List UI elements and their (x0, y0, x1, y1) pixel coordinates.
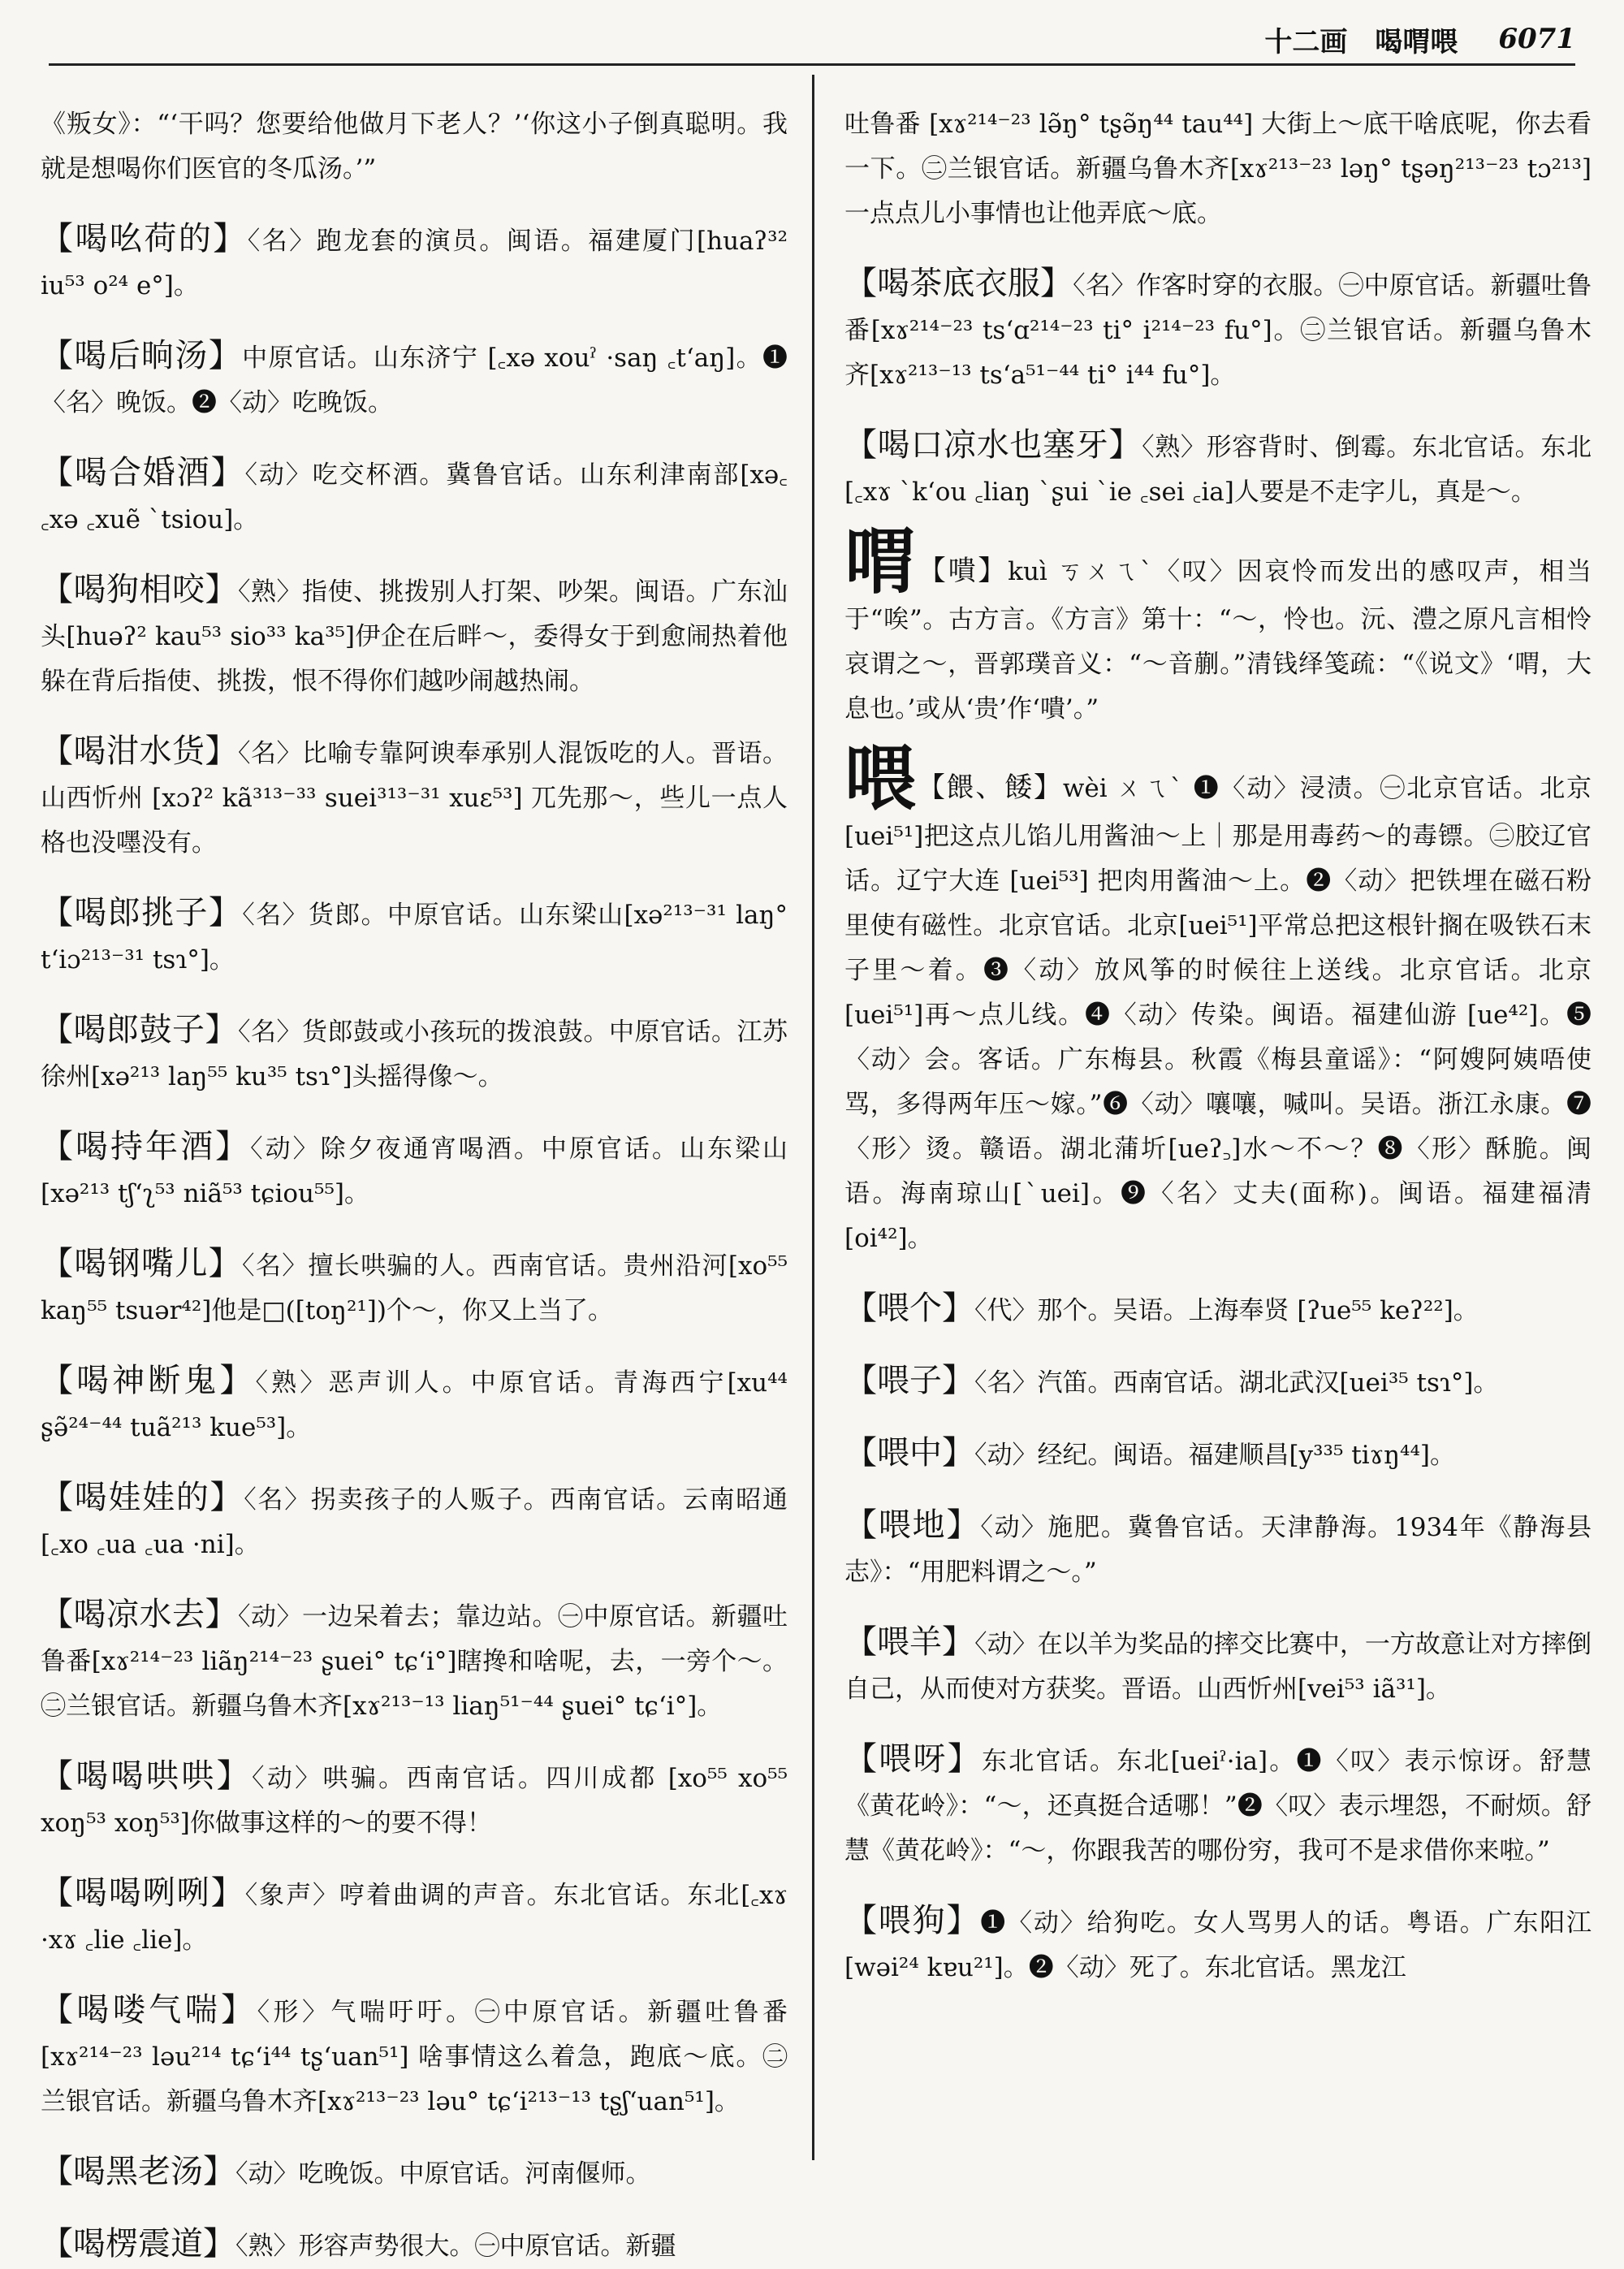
entry-definition: 〈名〉汽笛。西南官话。湖北武汉[uei³⁵ tsɿ°]。 (974, 1368, 1499, 1398)
dictionary-entry (844, 423, 1592, 515)
dictionary-entry (41, 451, 788, 542)
entry-definition: 〈动〉哄骗。西南官话。四川成都 [xo⁵⁵ xo⁵⁵ xoŋ⁵³ xoŋ⁵³]你做事这样的～的要不得！ (41, 1764, 788, 1838)
entry-definition: 东北官话。东北[ueiˀ·ia]。❶〈叹〉表示惊讶。舒慧《黄花岭》：“～，还真挺合适哪！”❷〈叹〉表示埋怨，不耐烦。舒慧《黄花岭》：“～，你跟我苦的哪份穷，我可不是求借你来啦。” (844, 1747, 1592, 1865)
entry-headword: 【喝娃娃的】 (41, 1479, 244, 1516)
entry-headword: 【喂个】 (844, 1290, 974, 1327)
dictionary-entry (41, 1476, 788, 1567)
entry-definition: 〈名〉货郎鼓或小孩玩的拨浪鼓。中原官话。江苏徐州[xə²¹³ laŋ⁵⁵ ku³⁵ tsɿ°]头摇得像～。 (41, 1018, 788, 1091)
entry-headword: 【喝持年酒】 (41, 1128, 251, 1165)
dictionary-entry (844, 1737, 1592, 1874)
entry-definition: 〈形〉气喘吁吁。㊀中原官话。新疆吐鲁番 [xɤ²¹⁴⁻²³ ləu²¹⁴ tɕ‘i⁴⁴ tʂ‘uan⁵¹] 啥事情这么着急，跑底～底。㊁兰银官话。新疆乌鲁木齐[xɤ²¹³⁻²³ ləu° tɕ‘i²¹³⁻¹³ tʂʃ‘uan⁵¹]。 (41, 1998, 788, 2116)
dictionary-entry (41, 729, 788, 866)
dictionary-entry (41, 1593, 788, 1729)
entry-definition: 〈熟〉形容背时、倒霉。东北官话。东北[꜀xɤ ˋk‘ou ꜀liaŋ ˋʂui ˋie ꜀sei ꜀ia]人要是不走字儿，真是～。 (844, 433, 1592, 507)
entry-headword: 【喝楞震道】 (41, 2225, 235, 2263)
right-column (844, 75, 1592, 2176)
entry-headword: 【喝喽气喘】 (41, 1991, 257, 2029)
entry-headword: 【喝郎挑子】 (41, 894, 243, 931)
entry-headword: 【喝泔水货】 (41, 733, 238, 770)
entry-headword: 【喝口凉水也塞牙】 (844, 426, 1142, 464)
entry-headword: 【喝郎鼓子】 (41, 1011, 238, 1048)
entry-headword: 【喝吆荷的】 (41, 220, 248, 257)
dictionary-entry (41, 1125, 788, 1217)
entry-definition: ❶〈动〉给狗吃。女人骂男人的话。粤语。广东阳江[wəi²⁴ kɐu²¹]。❷〈动〉死了。东北官话。黑龙江 (844, 1908, 1592, 1982)
entry-headword: 【喂呀】 (844, 1740, 982, 1778)
dictionary-entry (41, 2222, 788, 2269)
dictionary-entry (41, 568, 788, 704)
dictionary-entry (844, 1899, 1592, 1990)
entry-headword: 【喝喝哄哄】 (41, 1757, 253, 1795)
entry-headword: 【喝神断鬼】 (41, 1362, 256, 1399)
entry-headword: 【喂地】 (844, 1506, 981, 1544)
column-divider (812, 75, 814, 2160)
variant-forms: 【嘳】 (918, 555, 1009, 587)
entry-definition: 〈熟〉恶声训人。中原官话。青海西宁[xu⁴⁴ ʂə̃²⁴⁻⁴⁴ tuã²¹³ kue⁵³]。 (41, 1368, 788, 1442)
running-title: 十二画 喝喟喂 (1264, 25, 1458, 58)
page-number: 6071 (1498, 23, 1575, 55)
dictionary-entry (41, 334, 788, 426)
dictionary-entry (41, 1871, 788, 1963)
entry-headword: 【喝合婚酒】 (41, 454, 245, 491)
entry-definition: 〈象声〉哼着曲调的声音。东北官话。东北[꜀xɤ ·xɤ ꜀lie ꜀lie]。 (41, 1881, 788, 1955)
head-character-entry (844, 519, 1592, 732)
entry-headword: 【喂狗】 (844, 1902, 981, 1939)
head-character: 喟 (844, 519, 918, 603)
dictionary-entry (844, 261, 1592, 398)
entry-definition: 〈名〉跑龙套的演员。闽语。福建厦门[huaʔ³² iu⁵³ o²⁴ e°]。 (41, 227, 788, 300)
dictionary-entry (41, 1242, 788, 1333)
entry-definition: 〈名〉擅长哄骗的人。西南官话。贵州沿河[xo⁵⁵ kaŋ⁵⁵ tsuər⁴²]他是□([toŋ²¹])个～，你又上当了。 (41, 1251, 788, 1325)
dictionary-entry (41, 2150, 788, 2197)
entry-headword: 【喝后晌汤】 (41, 337, 243, 374)
entry-definition: 〈名〉货郎。中原官话。山东梁山[xə²¹³⁻³¹ laŋ° t‘iɔ²¹³⁻³¹ tsɿ°]。 (41, 901, 788, 975)
dictionary-entry (844, 1359, 1592, 1406)
entry-headword: 【喝茶底衣服】 (844, 265, 1073, 302)
entry-headword: 【喝钢嘴儿】 (41, 1245, 243, 1282)
entry-definition: 〈动〉经纪。闽语。福建顺昌[y³³⁵ tiɤŋ⁴⁴]。 (974, 1441, 1456, 1470)
head-character-entry (844, 736, 1592, 1261)
dictionary-entry (844, 1503, 1592, 1595)
entry-headword: 【喝喝咧咧】 (41, 1874, 245, 1912)
dictionary-entry (844, 100, 1592, 236)
entry-definition: 〈名〉作客时穿的衣服。㊀中原官话。新疆吐鲁番[xɤ²¹⁴⁻²³ ts‘ɑ²¹⁴⁻²³ ti° i²¹⁴⁻²³ fu°]。㊁兰银官话。新疆乌鲁木齐[xɤ²¹³⁻¹³ ts‘a⁵¹⁻⁴⁴ ti° i⁴⁴ fu°]。 (844, 271, 1592, 390)
dictionary-entry (844, 1286, 1592, 1333)
entry-headword: 【喂中】 (844, 1434, 974, 1472)
entry-definition: wèi ㄨㄟˋ ❶〈动〉浸渍。㊀北京官话。北京[uei⁵¹]把这点儿馅儿用酱油～上｜那是用毒药～的毒镖。㊁胶辽官话。辽宁大连 [uei⁵³] 把肉用酱油～上。❷〈动〉把铁埋在磁石粉里使有磁性。北京官话。北京[uei⁵¹]平常总把这根针搁在吸铁石末子里～着。❸〈动〉放风筝的时候往上送线。北京官话。北京[uei⁵¹]再～点儿线。❹〈动〉传染。闽语。福建仙游 [ue⁴²]。❺〈动〉会。客话。广东梅县。秋霞《梅县童谣》：“阿嫂阿姨唔使骂，多得两年压～嫁。”❻〈动〉嚷嚷，喊叫。吴语。浙江永康。❼〈形〉烫。赣语。湖北蒲圻[ueʔ꜆]水～不～？❽〈形〉酥脆。闽语。海南琼山[ˋuei]。❾〈名〉丈夫(面称)。闽语。福建福清[oi⁴²]。 (844, 774, 1592, 1253)
dictionary-entry (41, 1008, 788, 1100)
entry-headword: 【喂羊】 (844, 1623, 975, 1661)
entry-headword: 【喝凉水去】 (41, 1596, 238, 1633)
entry-definition: 中原官话。山东济宁 [꜀xə xouˀ ·saŋ ꜀t‘aŋ]。❶〈名〉晚饭。❷〈动〉吃晚饭。 (41, 344, 788, 417)
entry-headword: 【喝狗相咬】 (41, 571, 238, 608)
dictionary-entry (41, 217, 788, 309)
entry-headword: 【喂子】 (844, 1362, 974, 1399)
variant-forms: 【餵、餧】 (917, 771, 1063, 804)
entry-definition: kuì ㄎㄨㄟˋ〈叹〉因哀怜而发出的感叹声，相当于“唉”。古方言。《方言》第十：“～，怜也。沅、澧之原凡言相怜哀谓之～，晋郭璞音义：“～音蒯。”清钱绎笺疏：“《说文》‘喟，大息也。’或从‘贵’作‘嘳’。” (844, 557, 1592, 724)
dictionary-entry (41, 1754, 788, 1846)
dictionary-entry (41, 1988, 788, 2124)
entry-definition: 〈动〉吃交杯酒。冀鲁官话。山东利津南部[xə꜀ ꜀xə ꜀xuẽ ˋtsiou]。 (41, 460, 788, 534)
dictionary-entry (41, 100, 788, 192)
dictionary-entry (41, 1359, 788, 1450)
entry-definition: 〈动〉施肥。冀鲁官话。天津静海。1934年《静海县志》：“用肥料谓之～。” (844, 1513, 1592, 1587)
entry-headword: 【喝黑老汤】 (41, 2153, 235, 2190)
entry-definition: 〈熟〉形容声势很大。㊀中原官话。新疆 (235, 2232, 676, 2261)
entry-definition: 〈动〉一边呆着去；靠边站。㊀中原官话。新疆吐鲁番[xɤ²¹⁴⁻²³ liãŋ²¹⁴⁻²³ ʂuei° tɕ‘i°]瞎搀和啥呢，去，一旁个～。㊁兰银官话。新疆乌鲁木齐[xɤ²¹³⁻¹³ liaŋ⁵¹⁻⁴⁴ ʂuei° tɕ‘i°]。 (41, 1602, 788, 1721)
entry-definition: 〈动〉在以羊为奖品的摔交比赛中，一方故意让对方摔倒自己，从而使对方获奖。晋语。山西忻州[vei⁵³ iã³¹]。 (844, 1630, 1592, 1704)
left-column (41, 75, 788, 2263)
entry-definition: 〈动〉除夕夜通宵喝酒。中原官话。山东梁山[xə²¹³ tʃ‘ʅ⁵³ niã⁵³ tɕiou⁵⁵]。 (41, 1134, 788, 1208)
entry-definition: 〈名〉比喻专靠阿谀奉承别人混饭吃的人。晋语。山西忻州 [xɔʔ² kã³¹³⁻³³ suei³¹³⁻³¹ xuɛ⁵³] 兀先那～，些儿一点人格也没嚜没有。 (41, 739, 788, 858)
dictionary-entry (844, 1620, 1592, 1712)
entry-definition: 〈名〉拐卖孩子的人贩子。西南官话。云南昭通[꜀xo ꜀ua ꜀ua ·ni]。 (41, 1485, 788, 1559)
dictionary-entry (41, 891, 788, 983)
page-header (49, 15, 1575, 66)
entry-definition: 〈熟〉指使、挑拨别人打架、吵架。闽语。广东汕头[huəʔ² kau⁵³ sio³³ ka³⁵]伊企在后畔～，委得女于到愈闹热着他躲在背后指使、挑拨，恨不得你们越吵闹越热闹。 (41, 577, 788, 696)
entry-definition: 〈代〉那个。吴语。上海奉贤 [ʔue⁵⁵ keʔ²²]。 (974, 1296, 1479, 1325)
entry-definition: 吐鲁番 [xɤ²¹⁴⁻²³ lə̃ŋ° tʂə̃ŋ⁴⁴ tau⁴⁴] 大街上～底干啥底呢，你去看一下。㊁兰银官话。新疆乌鲁木齐[xɤ²¹³⁻²³ ləŋ° tʂəŋ²¹³⁻²³ tɔ²¹³] 一点点儿小事情也让他弄底～底。 (844, 110, 1592, 228)
head-character: 喂 (844, 736, 918, 820)
entry-definition: 〈动〉吃晚饭。中原官话。河南偃师。 (235, 2159, 651, 2189)
entry-definition: 《叛女》：“‘干吗？您要给他做月下老人？’‘你这小子倒真聪明。我就是想喝你们医官的冬瓜汤。’” (41, 110, 788, 184)
dictionary-entry (844, 1431, 1592, 1478)
